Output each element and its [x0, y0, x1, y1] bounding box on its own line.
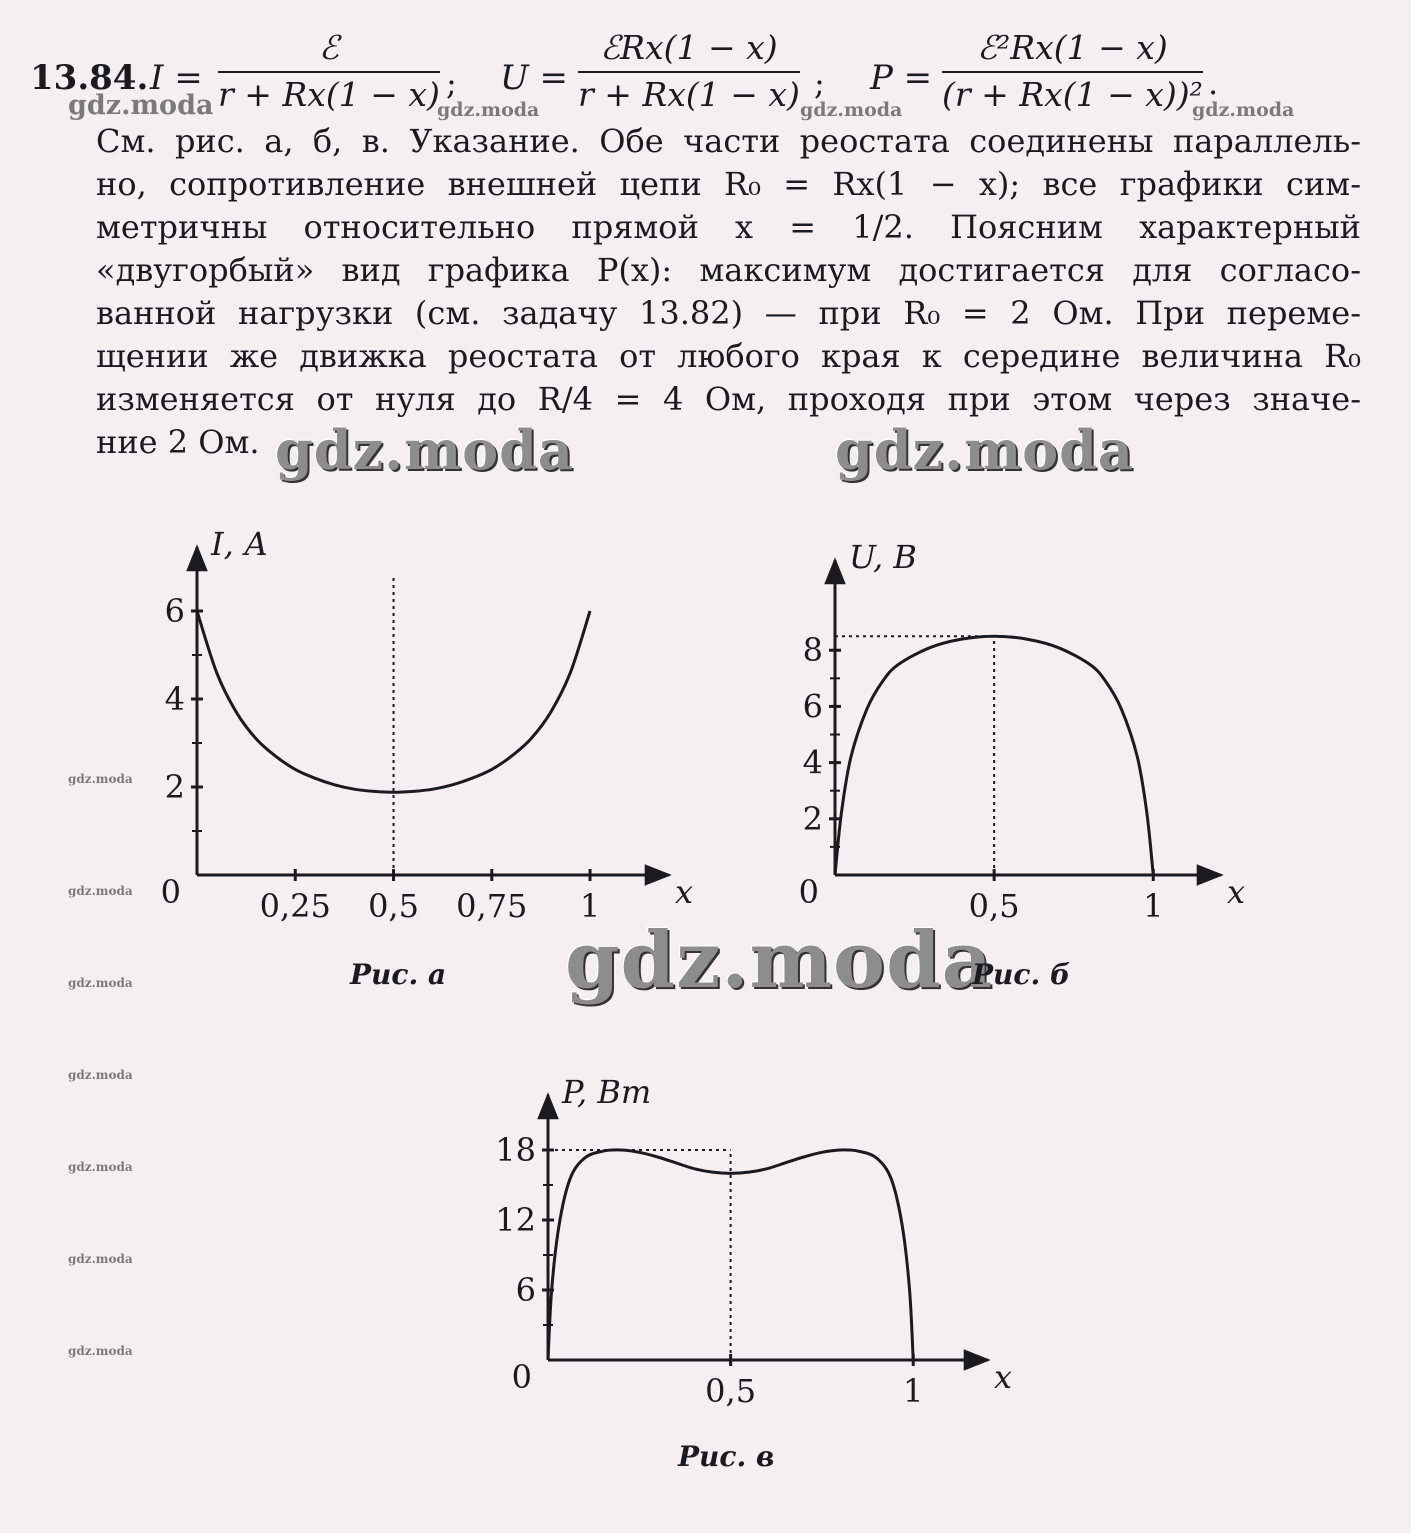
y-tick-label: 6 — [164, 592, 185, 630]
text-line: щении же движка реостата от любого края к середине величина R₀ — [96, 337, 1361, 375]
watermark: gdz.moda — [68, 976, 133, 990]
separator: ; — [814, 64, 825, 102]
x-tick-label: 1 — [903, 1372, 924, 1410]
current-denominator: r + Rx(1 − x) — [218, 75, 440, 114]
power-plot — [490, 1060, 1013, 1410]
text-line: ние 2 Ом. — [96, 423, 260, 461]
watermark: gdz.moda — [68, 772, 133, 786]
y-axis-label: U, В — [849, 538, 917, 576]
origin-label: 0 — [511, 1358, 532, 1396]
chart-power — [490, 1060, 1013, 1410]
voltage-numerator: ℰRx(1 − x) — [578, 28, 800, 73]
current-plot — [150, 490, 694, 940]
voltage-lhs: U = — [500, 58, 568, 98]
y-tick-label: 6 — [802, 687, 823, 726]
y-tick-label: 8 — [802, 631, 823, 670]
text-line: метричны относительно прямой x = 1/2. Поясним характерный — [96, 208, 1361, 246]
current-fraction — [218, 28, 440, 114]
period: . — [1208, 64, 1219, 102]
x-tick-label: 0,75 — [456, 887, 528, 925]
x-tick-label: 1 — [579, 887, 601, 925]
current-numerator: ℰ — [218, 28, 440, 73]
text-line: ванной нагрузки (см. задачу 13.82) — при R₀ = 2 Ом. При переме- — [96, 294, 1361, 332]
series-line — [197, 611, 590, 792]
y-tick-label: 12 — [495, 1201, 536, 1239]
text-line: изменяется от нуля до R/4 = 4 Ом, проходя при этом через значе- — [96, 380, 1361, 418]
watermark: gdz.moda — [565, 915, 994, 1006]
problem-number: 13.84. — [30, 58, 149, 98]
caption-c: Рис. в — [678, 1440, 775, 1473]
y-tick-label: 18 — [495, 1131, 536, 1169]
y-tick-label: 6 — [515, 1271, 536, 1309]
y-axis-label: I, А — [211, 525, 269, 563]
x-tick-label: 0,25 — [259, 887, 331, 925]
watermark: gdz.moda — [437, 99, 540, 121]
x-tick-label: 0,5 — [705, 1372, 757, 1410]
watermark: gdz.moda — [68, 1160, 133, 1174]
x-tick-label: 1 — [1143, 887, 1164, 925]
x-axis-label: x — [1227, 873, 1246, 911]
watermark: gdz.moda — [68, 1252, 133, 1266]
watermark: gdz.moda — [68, 90, 214, 121]
voltage-fraction — [578, 28, 800, 114]
watermark: gdz.moda — [800, 99, 903, 121]
power-denominator: (r + Rx(1 − x))² — [942, 75, 1203, 114]
voltage-denominator: r + Rx(1 − x) — [578, 75, 800, 114]
chart-current — [150, 490, 694, 940]
caption-b: Рис. б — [972, 958, 1071, 991]
y-tick-label: 4 — [802, 743, 823, 782]
watermark: gdz.moda — [275, 418, 574, 482]
current-lhs: I = — [150, 58, 203, 98]
explanation-text — [96, 120, 1361, 464]
x-axis-label: x — [675, 873, 694, 911]
y-tick-label: 4 — [164, 680, 185, 718]
text-line: но, сопротивление внешней цепи R₀ = Rx(1 − x); все графики сим- — [96, 165, 1361, 203]
caption-a: Рис. а — [350, 958, 447, 991]
power-fraction — [942, 28, 1203, 114]
watermark: gdz.moda — [68, 884, 133, 898]
voltage-plot — [790, 510, 1246, 940]
origin-label: 0 — [798, 873, 819, 911]
chart-voltage — [790, 510, 1246, 940]
watermark: gdz.moda — [835, 418, 1134, 482]
power-numerator: ℰ²Rx(1 − x) — [942, 28, 1203, 73]
power-lhs: P = — [870, 58, 933, 98]
x-axis-label: x — [994, 1358, 1013, 1396]
watermark: gdz.moda — [1192, 99, 1295, 121]
watermark: gdz.moda — [68, 1068, 133, 1082]
origin-label: 0 — [160, 873, 181, 911]
y-tick-label: 2 — [802, 799, 823, 838]
x-tick-label: 0,5 — [368, 887, 419, 925]
text-line: «двугорбый» вид графика P(x): максимум достигается для согласо- — [96, 251, 1361, 289]
y-axis-label: P, Вт — [562, 1073, 652, 1111]
y-tick-label: 2 — [164, 768, 185, 806]
text-line: См. рис. а, б, в. Указание. Обе части реостата соединены параллель- — [96, 122, 1361, 160]
watermark: gdz.moda — [68, 1344, 133, 1358]
separator: ; — [446, 64, 457, 102]
x-tick-label: 0,5 — [968, 887, 1020, 925]
